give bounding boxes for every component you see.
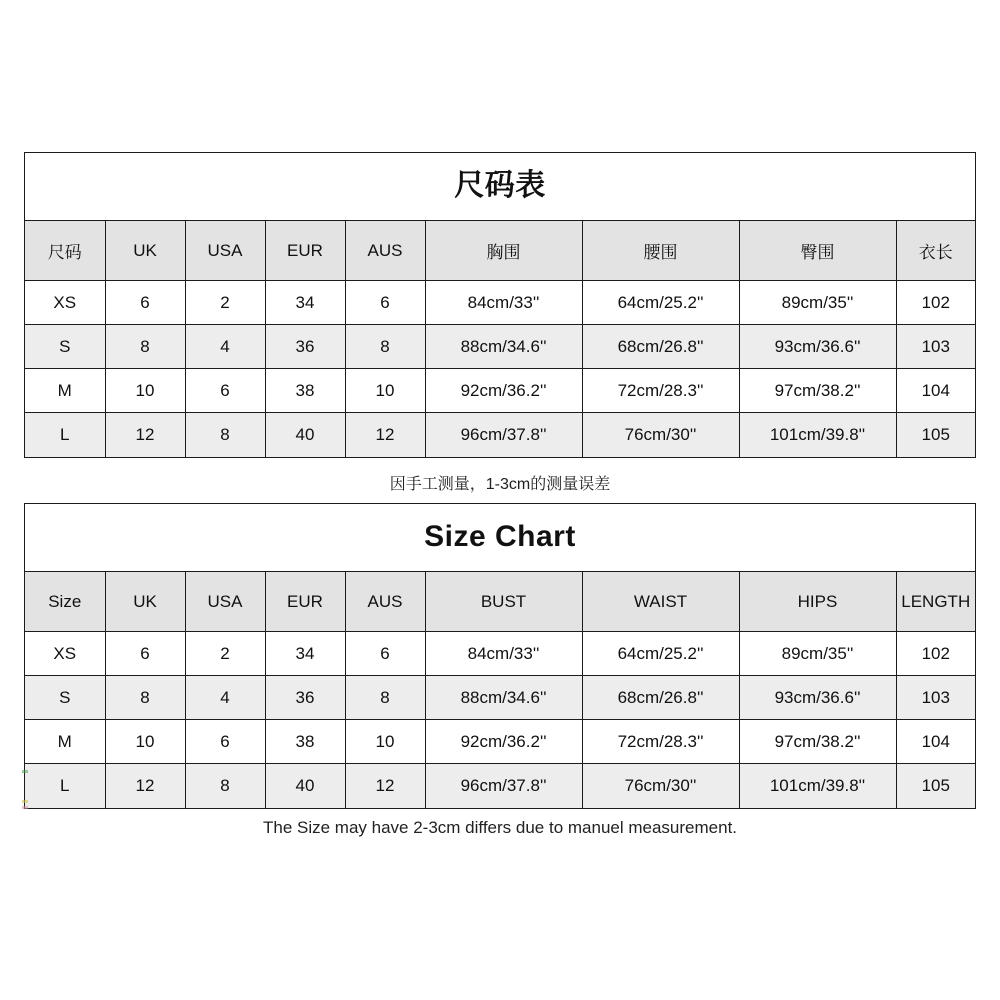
cell-usa: 8 (185, 413, 265, 457)
cell-aus: 6 (345, 632, 425, 676)
cell-aus: 12 (345, 413, 425, 457)
cell-size: XS (25, 632, 105, 676)
size-chart-block-chinese (24, 152, 976, 458)
column-header-length: 衣长 (896, 221, 975, 281)
cell-usa: 6 (185, 369, 265, 413)
cell-size: M (25, 369, 105, 413)
cell-uk: 10 (105, 369, 185, 413)
column-header-waist: 腰围 (582, 221, 739, 281)
cell-eur: 36 (265, 325, 345, 369)
cell-size: S (25, 676, 105, 720)
column-header-length: LENGTH (896, 572, 975, 632)
cell-aus: 10 (345, 720, 425, 764)
size-table-chinese (25, 220, 975, 457)
cell-length: 102 (896, 632, 975, 676)
column-header-bust: BUST (425, 572, 582, 632)
cell-usa: 4 (185, 325, 265, 369)
cell-waist: 76cm/30'' (582, 413, 739, 457)
cell-hips: 89cm/35'' (739, 281, 896, 325)
cell-size: L (25, 413, 105, 457)
table-row (25, 369, 975, 413)
cell-size: S (25, 325, 105, 369)
column-header-size: 尺码 (25, 221, 105, 281)
cell-uk: 6 (105, 281, 185, 325)
cell-uk: 12 (105, 413, 185, 457)
cell-size: XS (25, 281, 105, 325)
cell-length: 105 (896, 764, 975, 808)
table-header-row (25, 572, 975, 632)
edge-artifact-pink (22, 806, 28, 809)
column-header-aus: AUS (345, 221, 425, 281)
cell-hips: 93cm/36.6'' (739, 676, 896, 720)
cell-eur: 38 (265, 720, 345, 764)
column-header-eur: EUR (265, 221, 345, 281)
column-header-eur: EUR (265, 572, 345, 632)
cell-waist: 68cm/26.8'' (582, 676, 739, 720)
cell-uk: 8 (105, 676, 185, 720)
cell-hips: 97cm/38.2'' (739, 369, 896, 413)
cell-bust: 88cm/34.6'' (425, 676, 582, 720)
column-header-aus: AUS (345, 572, 425, 632)
column-header-hips: 臀围 (739, 221, 896, 281)
cell-usa: 6 (185, 720, 265, 764)
cell-eur: 36 (265, 676, 345, 720)
cell-uk: 10 (105, 720, 185, 764)
measurement-note-english: The Size may have 2-3cm differs due to manuel measurement. (262, 818, 738, 837)
cell-usa: 4 (185, 676, 265, 720)
edge-artifact-green (22, 770, 28, 773)
cell-bust: 84cm/33'' (425, 632, 582, 676)
cell-usa: 2 (185, 632, 265, 676)
cell-aus: 8 (345, 325, 425, 369)
column-header-usa: USA (185, 572, 265, 632)
table-row (25, 632, 975, 676)
cell-length: 104 (896, 720, 975, 764)
cell-bust: 92cm/36.2'' (425, 369, 582, 413)
cell-hips: 101cm/39.8'' (739, 764, 896, 808)
column-header-uk: UK (105, 221, 185, 281)
cell-uk: 8 (105, 325, 185, 369)
cell-usa: 8 (185, 764, 265, 808)
cell-eur: 40 (265, 764, 345, 808)
cell-bust: 96cm/37.8'' (425, 764, 582, 808)
column-header-size: Size (25, 572, 105, 632)
table-row (25, 281, 975, 325)
cell-waist: 72cm/28.3'' (582, 720, 739, 764)
cell-hips: 101cm/39.8'' (739, 413, 896, 457)
cell-waist: 76cm/30'' (582, 764, 739, 808)
column-header-waist: WAIST (582, 572, 739, 632)
cell-length: 103 (896, 676, 975, 720)
cell-waist: 64cm/25.2'' (582, 281, 739, 325)
table-row (25, 720, 975, 764)
column-header-uk: UK (105, 572, 185, 632)
table-header-row (25, 221, 975, 281)
cell-uk: 12 (105, 764, 185, 808)
cell-length: 103 (896, 325, 975, 369)
cell-uk: 6 (105, 632, 185, 676)
cell-length: 102 (896, 281, 975, 325)
cell-waist: 72cm/28.3'' (582, 369, 739, 413)
cell-aus: 10 (345, 369, 425, 413)
table-row (25, 764, 975, 808)
edge-artifact-yellow (22, 800, 28, 803)
cell-eur: 34 (265, 281, 345, 325)
cell-aus: 8 (345, 676, 425, 720)
column-header-hips: HIPS (739, 572, 896, 632)
cell-hips: 93cm/36.6'' (739, 325, 896, 369)
measurement-note-chinese: 因手工测量，1-3cm的测量误差 (389, 476, 611, 493)
cell-eur: 38 (265, 369, 345, 413)
cell-usa: 2 (185, 281, 265, 325)
chart-title-english: Size Chart (424, 520, 576, 553)
table-row (25, 676, 975, 720)
cell-length: 104 (896, 369, 975, 413)
cell-bust: 96cm/37.8'' (425, 413, 582, 457)
cell-waist: 68cm/26.8'' (582, 325, 739, 369)
cell-bust: 88cm/34.6'' (425, 325, 582, 369)
size-table-english (25, 571, 975, 808)
cell-bust: 92cm/36.2'' (425, 720, 582, 764)
column-header-usa: USA (185, 221, 265, 281)
cell-hips: 89cm/35'' (739, 632, 896, 676)
cell-hips: 97cm/38.2'' (739, 720, 896, 764)
cell-aus: 12 (345, 764, 425, 808)
table-row (25, 325, 975, 369)
cell-eur: 34 (265, 632, 345, 676)
cell-bust: 84cm/33'' (425, 281, 582, 325)
chart-title-chinese: 尺码表 (454, 169, 546, 202)
table-row (25, 413, 975, 457)
cell-length: 105 (896, 413, 975, 457)
cell-size: L (25, 764, 105, 808)
cell-waist: 64cm/25.2'' (582, 632, 739, 676)
cell-eur: 40 (265, 413, 345, 457)
cell-size: M (25, 720, 105, 764)
size-chart-block-english (24, 503, 976, 809)
column-header-bust: 胸围 (425, 221, 582, 281)
cell-aus: 6 (345, 281, 425, 325)
